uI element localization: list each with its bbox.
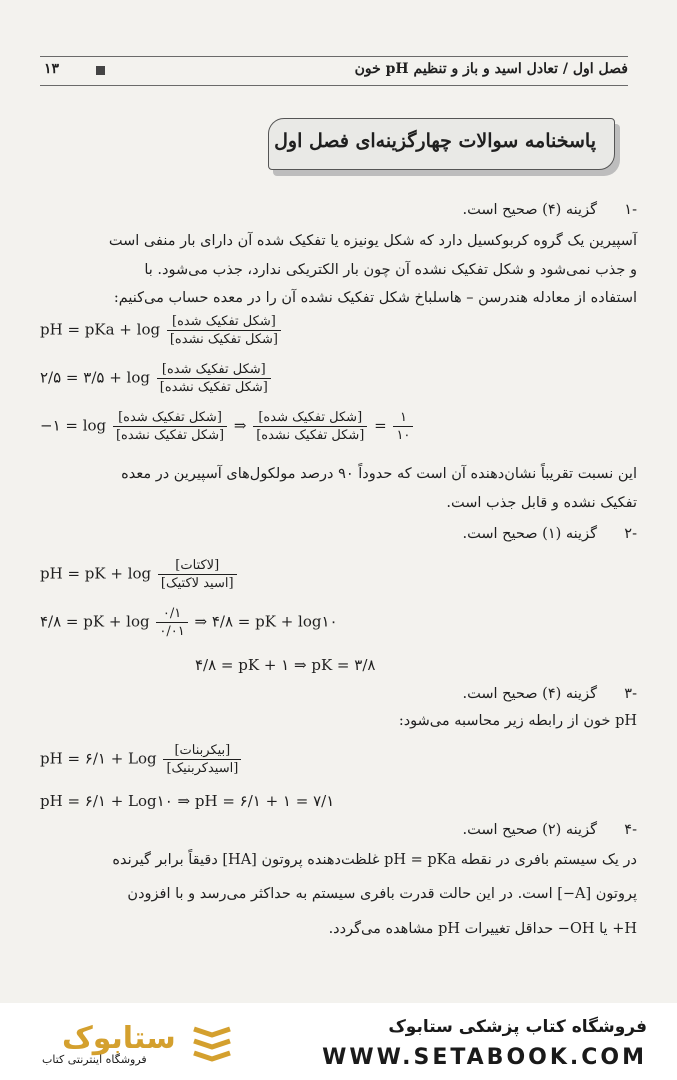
fraction-numerator: [شکل تفکیک شده] — [167, 314, 281, 331]
q1-number: -۱ — [624, 202, 637, 218]
fraction-denominator: [شکل تفکیک نشده] — [169, 332, 278, 347]
logo-wordmark: ستابوک — [62, 1021, 176, 1056]
q2-equation-1 — [40, 558, 239, 591]
running-header — [40, 56, 628, 86]
shop-name: فروشگاه کتاب پزشکی ستابوک — [388, 1017, 647, 1037]
q2-eq2-rhs: ⇒ ۴/۸ = pK + log۱۰ — [194, 612, 338, 631]
q3-equation-2: pH = ۶/۱ + Log۱۰ ⇒ pH = ۶/۱ + ۱ = ۷/۱ — [40, 792, 335, 810]
q2-equation-2 — [40, 606, 338, 639]
fraction-numerator: [شکل تفکیک شده] — [157, 362, 271, 379]
q2-eq1-fraction — [158, 558, 237, 591]
fraction-numerator: ۰/۱ — [156, 606, 187, 623]
fraction-numerator: ۱ — [393, 410, 413, 427]
q2-answer: گزینه (۱) صحیح است. — [462, 526, 597, 542]
q1-conclusion-line-2: تفکیک نشده و قابل جذب است. — [446, 495, 637, 511]
fraction-numerator: [لاکتات] — [158, 558, 237, 575]
q3-paragraph: pH خون از رابطه زیر محاسبه می‌شود: — [398, 713, 637, 729]
q1-answer: گزینه (۴) صحیح است. — [462, 202, 597, 218]
q1-eq3-fraction-c — [393, 410, 413, 443]
q3-answer: گزینه (۴) صحیح است. — [462, 686, 597, 702]
q1-conclusion-line-1: این نسبت تقریباً نشان‌دهنده آن است که حدوداً ۹۰ درصد مولکول‌های آسپیرین در معده — [121, 466, 637, 482]
fraction-denominator: ۰/۰۱ — [159, 624, 185, 639]
fraction-denominator: [شکل تفکیک نشده] — [159, 380, 268, 395]
fraction-numerator: [شکل تفکیک شده] — [113, 410, 227, 427]
q4-answer: گزینه (۲) صحیح است. — [462, 822, 597, 838]
fraction-denominator: [اسیدکربنیک] — [166, 761, 239, 776]
section-title: پاسخنامه سوالات چهارگزینه‌ای فصل اول — [274, 130, 596, 152]
q2-equation-3: ۴/۸ = pK + ۱ ⇒ pK = ۳/۸ — [195, 656, 376, 674]
q3-eq1-fraction — [163, 743, 241, 776]
q1-eq2-fraction — [157, 362, 271, 395]
q1-eq2-lhs: ۲/۵ = ۳/۵ + log — [40, 368, 150, 387]
fraction-denominator: ۱۰ — [396, 428, 411, 443]
fraction-numerator: [شکل تفکیک شده] — [253, 410, 367, 427]
q1-eq3-lhs: −۱ = log — [40, 416, 107, 435]
q3-equation-1 — [40, 743, 243, 776]
q4-number: -۴ — [624, 822, 637, 838]
fraction-denominator: [اسید لاکتیک] — [160, 576, 234, 591]
q1-equation-2 — [40, 362, 273, 395]
q1-paragraph-line-2: و جذب نمی‌شود و شکل تفکیک نشده آن چون بار الکتریکی ندارد، جذب می‌شود. با — [144, 262, 637, 278]
q2-eq2-fraction — [156, 606, 187, 639]
fraction-denominator: [شکل تفکیک نشده] — [115, 428, 225, 443]
q1-eq3-fraction-b — [253, 410, 367, 443]
q2-number: -۲ — [624, 526, 637, 542]
book-stack-logo-icon — [190, 1021, 234, 1065]
header-title: فصل اول / تعادل اسید و باز و تنظیم pH خون — [354, 61, 628, 77]
fraction-numerator: [بیکربنات] — [163, 743, 241, 760]
page-number: ۱۳ — [44, 61, 60, 77]
q1-eq3-fraction-a — [113, 410, 227, 443]
q1-equation-1 — [40, 314, 283, 347]
q1-paragraph-line-1: آسپیرین یک گروه کربوکسیل دارد که شکل یونیزه یا تفکیک شده آن دارای بار منفی است — [108, 233, 637, 249]
equals-sign: = — [374, 416, 387, 435]
q1-eq1-fraction — [167, 314, 281, 347]
q3-number: -۳ — [624, 686, 637, 702]
logo-subtitle: فروشگاه اینترنتی کتاب — [42, 1053, 147, 1066]
q2-eq1-lhs: pH = pK + log — [40, 564, 152, 583]
shop-url-link[interactable]: WWW.SETABOOK.COM — [322, 1045, 647, 1070]
q4-paragraph-line-2: پروتون [A−] است. در این حالت قدرت بافری سیستم به حداکثر می‌رسد و با افزودن — [127, 886, 637, 902]
section-title-box — [268, 118, 615, 170]
implies-arrow: ⇒ — [233, 416, 247, 435]
q4-paragraph-line-3: H+ یا OH− حداقل تغییرات pH مشاهده می‌گردد. — [328, 921, 637, 937]
q2-eq2-lhs: ۴/۸ = pK + log — [40, 612, 150, 631]
fraction-denominator: [شکل تفکیک نشده] — [256, 428, 365, 443]
q1-equation-3 — [40, 410, 415, 443]
q3-eq1-lhs: pH = ۶/۱ + Log — [40, 749, 157, 768]
header-square-icon — [96, 66, 105, 75]
q1-eq1-lhs: pH = pKa + log — [40, 320, 161, 339]
store-footer-banner — [0, 1003, 677, 1080]
q4-paragraph-line-1: در یک سیستم بافری در نقطه pH = pKa غلظت‌دهنده پروتون [HA] دقیقاً برابر گیرنده — [112, 852, 637, 868]
q1-paragraph-line-3: استفاده از معادله هندرسن – هاسلباخ شکل تفکیک نشده آن را در معده حساب می‌کنیم: — [113, 290, 637, 306]
